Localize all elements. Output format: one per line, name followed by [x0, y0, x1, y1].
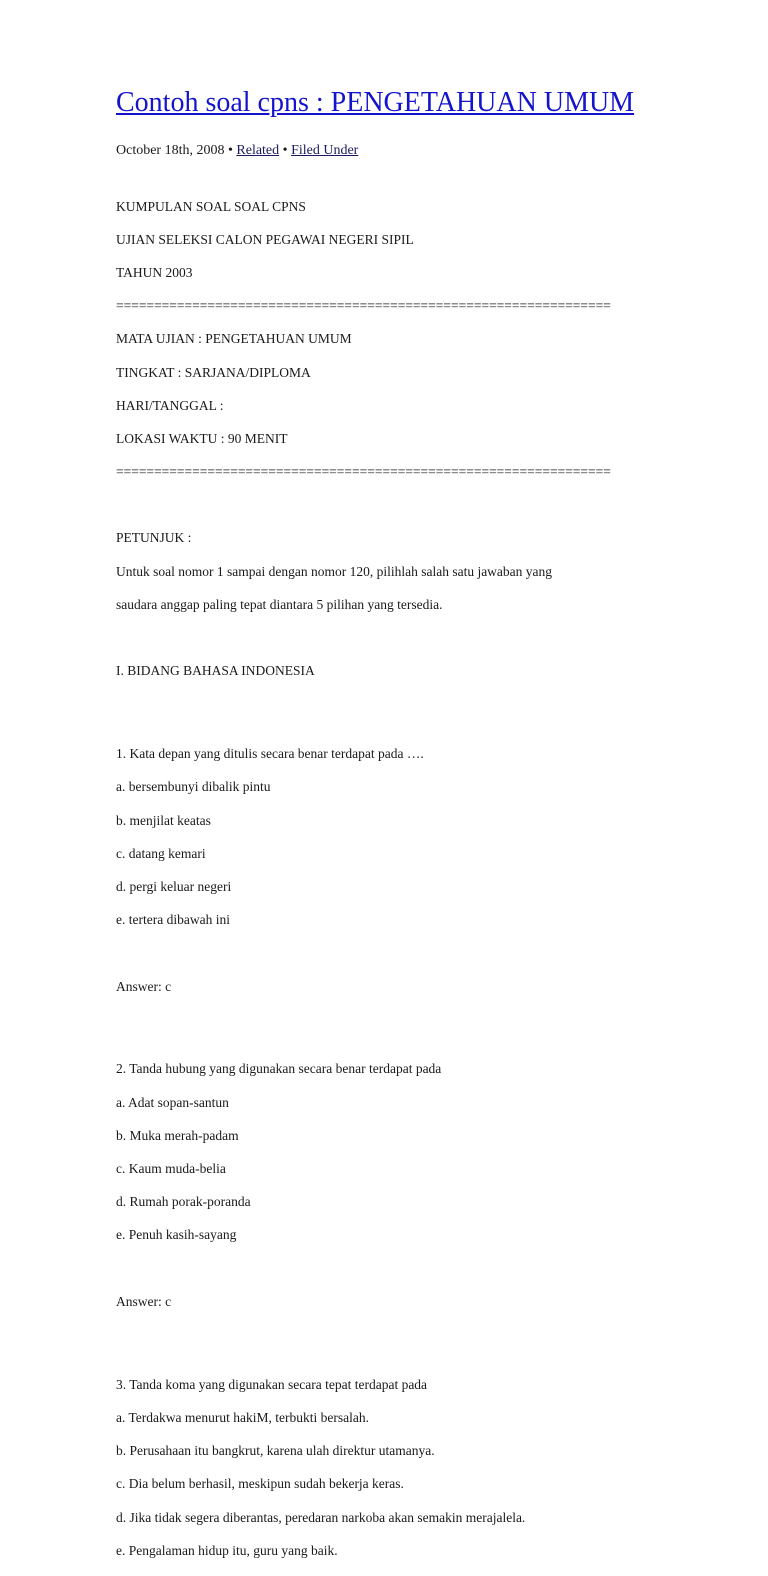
separator-line: ================================================================= [116, 298, 611, 314]
header-line: TAHUN 2003 [116, 264, 193, 280]
answer-option: e. tertera dibawah ini [116, 912, 230, 928]
answer-option: c. datang kemari [116, 845, 206, 861]
related-link[interactable]: Related [236, 143, 280, 158]
article-body [116, 182, 656, 1576]
exam-info-line: LOKASI WAKTU : 90 MENIT [116, 430, 288, 446]
answer-option: c. Kaum muda-belia [116, 1161, 226, 1177]
exam-info-line: MATA UJIAN : PENGETAHUAN UMUM [116, 331, 352, 347]
answer-option: a. Adat sopan-santun [116, 1094, 229, 1110]
answer-key: Answer: c [116, 978, 172, 994]
answer-option: b. Muka merah-padam [116, 1127, 239, 1143]
page-title[interactable] [116, 86, 656, 120]
bullet-separator: • [227, 143, 233, 158]
exam-info-line: HARI/TANGGAL : [116, 397, 224, 413]
answer-key: Answer: c [116, 1293, 172, 1309]
instructions-text: saudara anggap paling tepat diantara 5 pilihan yang tersedia. [116, 596, 443, 612]
answer-option: a. bersembunyi dibalik pintu [116, 779, 271, 795]
post-meta [116, 142, 656, 160]
bullet-separator: • [282, 143, 288, 158]
answer-option: d. Rumah porak-poranda [116, 1194, 251, 1210]
post-date: October 18th, 2008 [116, 143, 225, 158]
answer-option: b. Perusahaan itu bangkrut, karena ulah direktur utamanya. [116, 1443, 435, 1459]
separator-line: ================================================================= [116, 464, 611, 480]
answer-option: a. Terdakwa menurut hakiM, terbukti bersalah. [116, 1409, 369, 1425]
section-title: I. BIDANG BAHASA INDONESIA [116, 663, 315, 679]
instructions-text: Untuk soal nomor 1 sampai dengan nomor 120, pilihlah salah satu jawaban yang [116, 563, 553, 579]
question-text: 2. Tanda hubung yang digunakan secara benar terdapat pada [116, 1061, 442, 1077]
answer-option: d. Jika tidak segera diberantas, peredaran narkoba akan semakin merajalela. [116, 1509, 526, 1525]
answer-option: b. menjilat keatas [116, 812, 211, 828]
answer-option: e. Pengalaman hidup itu, guru yang baik. [116, 1542, 338, 1558]
instructions-label: PETUNJUK : [116, 530, 192, 546]
article [116, 86, 656, 1576]
answer-option: e. Penuh kasih-sayang [116, 1227, 237, 1243]
header-line: KUMPULAN SOAL SOAL CPNS [116, 198, 306, 214]
question-text: 3. Tanda koma yang digunakan secara tepat terdapat pada [116, 1376, 428, 1392]
answer-option: c. Dia belum berhasil, meskipun sudah bekerja keras. [116, 1476, 404, 1492]
answer-option: d. pergi keluar negeri [116, 878, 232, 894]
exam-info-line: TINGKAT : SARJANA/DIPLOMA [116, 364, 311, 380]
header-line: UJIAN SELEKSI CALON PEGAWAI NEGERI SIPIL [116, 231, 414, 247]
question-text: 1. Kata depan yang ditulis secara benar terdapat pada …. [116, 746, 424, 762]
filed-under-link[interactable]: Filed Under [291, 143, 359, 158]
title-link[interactable]: Contoh soal cpns : PENGETAHUAN UMUM [116, 87, 635, 118]
